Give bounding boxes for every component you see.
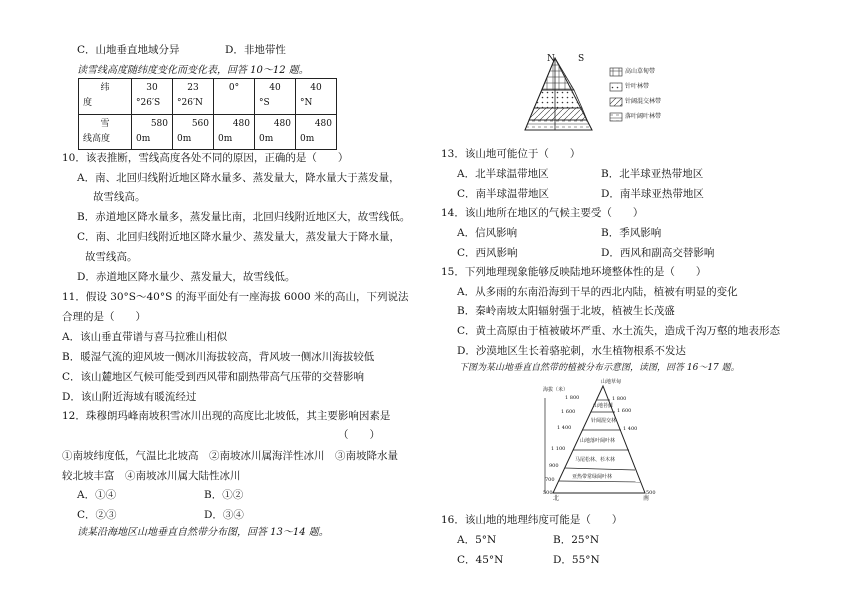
q11-stem: 11．假设 30°S～40°S 的海平面处有一座海拔 6000 米的高山，下列说法	[62, 291, 409, 303]
q16-option-a: A．5°N	[457, 534, 497, 546]
q12-option-d: D．③④	[204, 509, 244, 521]
table-cell: 580 0m	[132, 114, 173, 150]
table-cell: 40 °S	[255, 79, 296, 115]
q12-answer-paren: （ ）	[338, 429, 380, 441]
north-label: 北	[553, 495, 560, 502]
q13-stem: 13．该山地可能位于（ ）	[441, 148, 581, 160]
tick-right: 500	[646, 490, 656, 496]
q10-stem: 10．该表推断，雪线高度各处不同的原因，正确的是（ ）	[62, 152, 349, 164]
q10-option-a-cont: 故雪线高。	[93, 191, 146, 203]
belt-evergreen: 亚热带常绿阔叶林	[572, 474, 613, 480]
table-row	[79, 79, 337, 115]
table-cell: 0°	[214, 79, 255, 115]
table-cell: 23 °26′N	[173, 79, 214, 115]
q15-option-b: B．秦岭南坡太阳辐射强于北坡，植被生长茂盛	[457, 305, 675, 317]
q12-stem: 12．珠穆朗玛峰南坡积雪冰川出现的高度比北坡低，其主要影响因素是	[62, 410, 391, 422]
belt-deciduous: 山地落叶阔叶林	[580, 438, 616, 444]
vertical-zone-diagram	[520, 50, 700, 140]
intro-10-12: 读雪线高度随纬度变化而变化表，回答 10～12 题。	[77, 65, 309, 76]
q15-option-a: A．从多雨的东南沿海到干旱的西北内陆，植被有明显的变化	[457, 286, 738, 298]
table-header-snowline: 雪 线高度	[79, 114, 132, 150]
q12-statements-cont: 较北坡丰富 ④南坡冰川属大陆性冰川	[62, 470, 241, 482]
q14-option-c: C．西风影响	[457, 247, 518, 259]
q16-option-b: B．25°N	[553, 534, 600, 546]
q10-option-b: B．赤道地区降水量多，蒸发量比南，北回归线附近地区大，故雪线低。	[77, 211, 411, 223]
north-label: N	[547, 54, 555, 64]
vegetation-zone-diagram	[525, 378, 660, 503]
tick-left: 500	[543, 490, 553, 496]
q11-option-d: D．该山附近海域有暖流经过	[62, 391, 197, 403]
q10-option-d: D．赤道地区降水量少、蒸发量大，故雪线低。	[77, 271, 296, 283]
tick-left: 1 100	[551, 446, 566, 452]
table-cell: 560 0m	[173, 114, 214, 150]
intro-13-14: 读某沿海地区山地垂直自然带分布图，回答 13～14 题。	[77, 527, 329, 538]
q10-option-c-cont: 故雪线高。	[85, 251, 138, 263]
table-cell: 480 0m	[255, 114, 296, 150]
belt-alpine-meadow: 山地草甸	[601, 379, 622, 385]
q10-option-c: C．南、北回归线附近地区降水量少、蒸发量大，蒸发量大于降水量，	[77, 231, 401, 243]
q9-option-d: D．非地带性	[225, 44, 286, 56]
legend-deciduous: 落叶阔叶林带	[625, 113, 662, 120]
q15-stem: 15．下列地理现象能够反映陆地环境整体性的是（ ）	[441, 266, 707, 278]
q13-option-c: C．南半球温带地区	[457, 188, 550, 200]
table-cell: 480 0m	[214, 114, 255, 150]
table-row	[79, 114, 337, 150]
tick-left: 1 800	[565, 395, 580, 401]
table-header-latitude: 纬 度	[79, 79, 132, 115]
belt-moss: 山地苔藓	[593, 403, 614, 409]
q14-option-b: B．季风影响	[601, 227, 662, 239]
table-cell: 40 °N	[296, 79, 337, 115]
intro-16-17: 下图为某山地垂直自然带的植被分布示意图，读图，回答 16～17 题。	[459, 363, 740, 373]
q16-stem: 16．该山地的地理纬度可能是（ ）	[441, 514, 623, 526]
altitude-axis-label: 海拔（米）	[543, 387, 569, 393]
q12-option-c: C．②③	[77, 509, 117, 521]
q10-option-a: A．南、北回归线附近地区降水量多、蒸发量大，降水量大于蒸发量，	[77, 172, 400, 184]
tick-left: 1 600	[561, 409, 576, 415]
south-label: S	[578, 54, 585, 64]
q16-option-d: D．55°N	[553, 554, 600, 566]
legend-mixed-forest: 针阔混交林带	[625, 98, 662, 105]
q11-option-a: A．该山垂直带谱与喜马拉雅山相似	[62, 331, 228, 343]
tick-left: 900	[549, 463, 559, 469]
table-cell: 480 0m	[296, 114, 337, 150]
q11-option-b: B．暖湿气流的迎风坡一侧冰川海拔较高，背风坡一侧冰川海拔较低	[62, 351, 375, 363]
legend-alpine-meadow: 高山草甸带	[625, 68, 656, 75]
q15-option-d: D．沙漠地区生长着骆驼刺，水生植物根系不发达	[457, 345, 686, 357]
tick-right: 1 800	[612, 396, 627, 402]
tick-right: 1 400	[623, 426, 638, 432]
q16-option-c: C．45°N	[457, 554, 504, 566]
q14-option-d: D．西风和副高交替影响	[601, 247, 715, 259]
table-cell: 30 °26′S	[132, 79, 173, 115]
belt-mixed-forest: 针阔混交林	[591, 418, 617, 424]
q9-option-c: C．山地垂直地域分异	[77, 44, 180, 56]
q11-option-c: C．该山麓地区气候可能受到西风带和副热带高气压带的交替影响	[62, 371, 365, 383]
q12-option-b: B．①②	[204, 489, 244, 501]
q15-option-c: C．黄土高原由于植被破坏严重、水土流失，造成千沟万壑的地表形态	[457, 325, 781, 337]
south-label: 南	[643, 495, 650, 502]
snowline-table	[78, 78, 337, 150]
q11-stem-cont: 合理的是（ ）	[62, 311, 146, 323]
q12-option-a: A．①④	[77, 489, 117, 501]
q13-option-b: B．北半球亚热带地区	[601, 168, 704, 180]
q13-option-d: D．南半球亚热带地区	[601, 188, 704, 200]
q14-option-a: A．信风影响	[457, 227, 518, 239]
legend-coniferous: 针叶林带	[625, 83, 650, 90]
q13-option-a: A．北半球温带地区	[457, 168, 549, 180]
tick-left: 1 400	[557, 425, 572, 431]
tick-right: 1 600	[617, 408, 632, 414]
q12-statements: ①南坡纬度低，气温比北坡高 ②南坡冰川属海洋性冰川 ③南坡降水量	[62, 450, 398, 462]
q14-stem: 14．该山地所在地区的气候主要受（ ）	[441, 207, 644, 219]
belt-pine-fir: 马尾松林、杉木林	[575, 457, 616, 463]
tick-left: 700	[545, 477, 555, 483]
